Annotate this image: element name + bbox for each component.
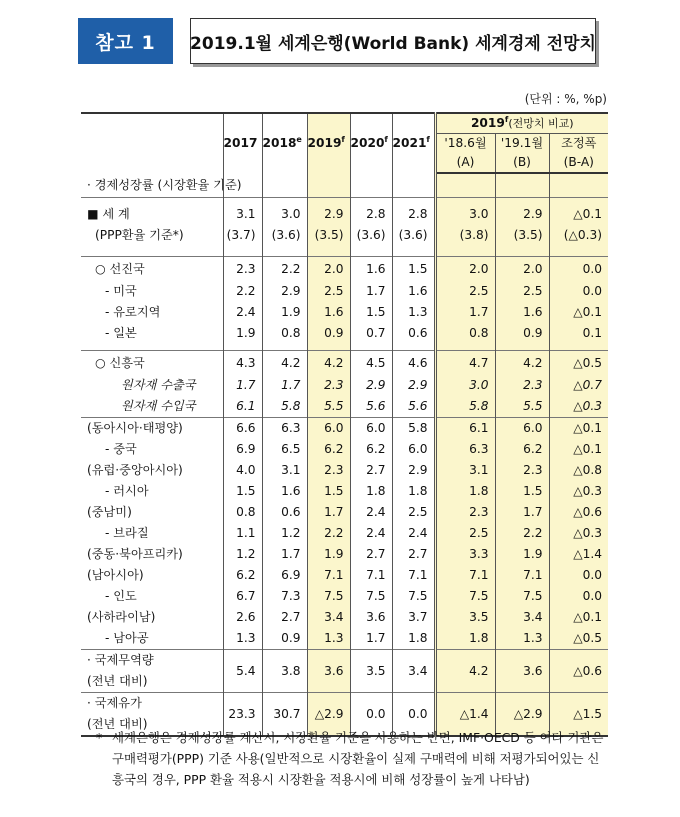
footnote-mark: * (96, 730, 103, 745)
row-value: 4.2 (495, 351, 549, 376)
row-value: 2.8 (350, 204, 392, 225)
row-value: (3.8) (435, 225, 495, 246)
table-row (81, 439, 608, 460)
row-value: 0.0 (350, 693, 392, 737)
row-value: 2.7 (350, 460, 392, 481)
table-row (81, 396, 608, 418)
col-2020: 2020$^f$ (350, 113, 392, 173)
row-value: 2.5 (435, 523, 495, 544)
row-value: (△0.3) (549, 225, 608, 246)
row-value: 5.5 (495, 396, 549, 418)
row-value: 2.3 (223, 257, 262, 282)
row-value: (3.6) (350, 225, 392, 246)
row-value: 2.3 (307, 460, 350, 481)
row-value: 0.8 (435, 323, 495, 344)
row-value: 1.5 (350, 302, 392, 323)
row-value: 2.3 (307, 375, 350, 396)
row-value: 2.2 (495, 523, 549, 544)
table-row (81, 628, 608, 650)
row-value: 7.1 (350, 565, 392, 586)
row-value: 3.8 (262, 650, 307, 693)
table-row (81, 481, 608, 502)
row-value: 3.1 (223, 204, 262, 225)
col-2019: 2019$^f$ (307, 113, 350, 173)
row-value: 6.0 (495, 418, 549, 440)
comparison-group-header: 2019$^f$(전망치 비교) (435, 113, 608, 134)
row-label: ○ 신흥국 (81, 351, 223, 376)
row-value: 4.6 (392, 351, 435, 376)
row-value: 3.4 (495, 607, 549, 628)
row-value: 4.0 (223, 460, 262, 481)
row-value: △0.1 (549, 607, 608, 628)
row-value: 1.2 (223, 544, 262, 565)
row-value: 2.2 (223, 281, 262, 302)
row-value: 1.7 (223, 375, 262, 396)
document-title: 2019.1월 세계은행(World Bank) 세계경제 전망치 (190, 18, 596, 64)
row-value: 6.2 (350, 439, 392, 460)
row-value: 0.0 (549, 565, 608, 586)
row-label: (중동·북아프리카) (87, 547, 183, 561)
row-value: (3.5) (495, 225, 549, 246)
row-value: 0.0 (549, 281, 608, 302)
row-value: 0.0 (392, 693, 435, 737)
row-value: △0.3 (549, 396, 608, 418)
row-value: 0.0 (549, 257, 608, 282)
row-value: 5.8 (262, 396, 307, 418)
forecast-table (81, 112, 608, 737)
row-value: 3.4 (307, 607, 350, 628)
row-label: 원자재 수출국 (121, 378, 196, 392)
row-label: - 미국 (105, 284, 137, 298)
row-value: 2.3 (435, 502, 495, 523)
row-value: 1.7 (262, 544, 307, 565)
row-value: 5.6 (392, 396, 435, 418)
row-value: 30.7 (262, 693, 307, 737)
row-value: 7.1 (307, 565, 350, 586)
row-value: 1.2 (262, 523, 307, 544)
row-value: 3.4 (392, 650, 435, 693)
row-label: (중남미) (87, 505, 132, 519)
row-value: 0.9 (307, 323, 350, 344)
row-value: 2.0 (307, 257, 350, 282)
table-row (81, 281, 608, 302)
row-value: △1.4 (435, 693, 495, 737)
row-value: △0.5 (549, 351, 608, 376)
footnote-text: 세계은행은 경제성장률 계산시, 시장환율 기준을 사용하는 반면, IMF·OECD 등 여타 기관은 구매력평가(PPP) 기준 사용(일반적으로 시장환율이 실제 구매력에 비해 저평가되어있는 신흥국의 경우, PPP 환율 적용시 시장환율 적용시에 비해 성장률이 높게 나타남) (112, 730, 604, 787)
row-value: 4.5 (350, 351, 392, 376)
row-value: 6.5 (262, 439, 307, 460)
row-value: 2.0 (495, 257, 549, 282)
row-value: △0.8 (549, 460, 608, 481)
row-value: (3.6) (262, 225, 307, 246)
row-value: 1.5 (223, 481, 262, 502)
row-label: - 일본 (105, 326, 137, 340)
row-value: 23.3 (223, 693, 262, 737)
row-value: △2.9 (495, 693, 549, 737)
row-value: 6.1 (223, 396, 262, 418)
row-value: 0.8 (223, 502, 262, 523)
row-value: 1.8 (435, 481, 495, 502)
row-value: 5.5 (307, 396, 350, 418)
row-value: 1.7 (262, 375, 307, 396)
row-value: 2.4 (223, 302, 262, 323)
row-value: (3.7) (223, 225, 262, 246)
row-value: 1.3 (223, 628, 262, 650)
row-value: 1.7 (435, 302, 495, 323)
row-value: 6.9 (223, 439, 262, 460)
row-value: 0.8 (262, 323, 307, 344)
reference-badge: 참고 1 (78, 18, 173, 64)
row-value: 2.0 (435, 257, 495, 282)
document-header (78, 18, 596, 64)
row-label: · 국제유가 (81, 693, 223, 715)
row-value: 6.2 (223, 565, 262, 586)
row-value: 5.4 (223, 650, 262, 693)
row-value: 0.6 (392, 323, 435, 344)
table-row (81, 502, 608, 523)
row-label: ■ 세 계 (87, 207, 130, 221)
row-value: 3.5 (435, 607, 495, 628)
row-value: 1.3 (495, 628, 549, 650)
table-row (81, 460, 608, 481)
row-value: 1.8 (350, 481, 392, 502)
row-value: 1.7 (350, 281, 392, 302)
row-value: 1.7 (350, 628, 392, 650)
col-b: '19.1월 (495, 134, 549, 154)
row-value: 1.3 (392, 302, 435, 323)
footnote (96, 727, 608, 790)
section-heading: · 경제성장률 (시장환율 기준) (87, 178, 242, 192)
row-value: 4.2 (435, 650, 495, 693)
row-label: ○ 선진국 (81, 257, 223, 282)
col-2018: 2018e (262, 113, 307, 173)
row-value: 6.3 (262, 418, 307, 440)
row-sublabel: (전년 대비) (87, 674, 148, 688)
row-value: △0.1 (549, 204, 608, 225)
row-value: 6.7 (223, 586, 262, 607)
row-value: △0.6 (549, 650, 608, 693)
row-value: 2.6 (223, 607, 262, 628)
row-value: 1.8 (435, 628, 495, 650)
row-value: 2.8 (392, 204, 435, 225)
row-value: 2.9 (307, 204, 350, 225)
row-value: 2.2 (262, 257, 307, 282)
row-value: 5.8 (435, 396, 495, 418)
table-row (81, 418, 608, 440)
row-value: 2.7 (262, 607, 307, 628)
table-row (81, 225, 608, 246)
row-value: 1.5 (392, 257, 435, 282)
row-value: 3.0 (435, 204, 495, 225)
row-value: 1.9 (262, 302, 307, 323)
row-value: 6.2 (307, 439, 350, 460)
row-value: 6.0 (350, 418, 392, 440)
row-value: 0.6 (262, 502, 307, 523)
row-value: △1.5 (549, 693, 608, 737)
row-value: 5.6 (350, 396, 392, 418)
col-a: '18.6월 (435, 134, 495, 154)
row-label: 원자재 수입국 (121, 399, 196, 413)
row-value: 2.9 (495, 204, 549, 225)
table-row (81, 257, 608, 282)
row-value: 1.8 (392, 481, 435, 502)
row-value: 2.9 (350, 375, 392, 396)
row-value: 0.1 (549, 323, 608, 344)
row-value: 6.0 (307, 418, 350, 440)
row-value: 4.3 (223, 351, 262, 376)
row-value: 6.9 (262, 565, 307, 586)
row-value: 2.5 (307, 281, 350, 302)
row-label: · 국제무역량 (81, 650, 223, 672)
table-row (81, 375, 608, 396)
row-value: △1.4 (549, 544, 608, 565)
row-value: △2.9 (307, 693, 350, 737)
row-value: 2.2 (307, 523, 350, 544)
row-value: 5.8 (392, 418, 435, 440)
row-value: 6.0 (392, 439, 435, 460)
row-label: (남아시아) (87, 568, 144, 582)
row-value: 1.1 (223, 523, 262, 544)
row-value: 7.5 (350, 586, 392, 607)
row-value: (3.5) (307, 225, 350, 246)
row-value: 2.4 (350, 523, 392, 544)
table-row (81, 523, 608, 544)
row-value: (3.6) (392, 225, 435, 246)
row-value: 3.0 (262, 204, 307, 225)
row-value: 1.6 (495, 302, 549, 323)
table-body (81, 173, 608, 736)
table-row (81, 586, 608, 607)
row-label: (동아시아·태평양) (81, 418, 223, 440)
row-label: - 중국 (105, 442, 137, 456)
row-value: 3.3 (435, 544, 495, 565)
table-row (81, 607, 608, 628)
row-value: 7.1 (392, 565, 435, 586)
row-value: 7.5 (392, 586, 435, 607)
row-value: 7.5 (495, 586, 549, 607)
table-header-row-3: (A) (B) (B-A) (81, 153, 608, 173)
row-value: 7.5 (435, 586, 495, 607)
row-value: 1.9 (307, 544, 350, 565)
row-value: 3.1 (435, 460, 495, 481)
row-label: - 유로지역 (105, 305, 161, 319)
row-value: 0.9 (262, 628, 307, 650)
row-value: △0.7 (549, 375, 608, 396)
row-value: 3.6 (350, 607, 392, 628)
row-label: - 남아공 (105, 631, 149, 645)
table-row (81, 323, 608, 344)
table-row (81, 565, 608, 586)
table-header-row-1 (81, 113, 608, 134)
row-value: 1.5 (495, 481, 549, 502)
row-value: △0.3 (549, 523, 608, 544)
row-value: △0.1 (549, 302, 608, 323)
table-row (81, 693, 608, 715)
row-value: 7.1 (495, 565, 549, 586)
row-value: 0.0 (549, 586, 608, 607)
row-value: 4.2 (262, 351, 307, 376)
row-value: 2.4 (392, 523, 435, 544)
unit-label: (단위 : %, %p) (524, 92, 607, 106)
row-value: 3.6 (495, 650, 549, 693)
row-value: 7.3 (262, 586, 307, 607)
row-value: 2.5 (435, 281, 495, 302)
row-value: 2.4 (350, 502, 392, 523)
row-value: 2.5 (392, 502, 435, 523)
row-value: 1.7 (307, 502, 350, 523)
row-value: 3.7 (392, 607, 435, 628)
table-row (81, 544, 608, 565)
table-row (81, 302, 608, 323)
row-value: 0.7 (350, 323, 392, 344)
row-value: 1.8 (392, 628, 435, 650)
row-value: 3.0 (435, 375, 495, 396)
row-value: 3.6 (307, 650, 350, 693)
row-value: △0.1 (549, 418, 608, 440)
col-diff: 조정폭 (549, 134, 608, 154)
row-value: 1.9 (223, 323, 262, 344)
row-value: 1.6 (262, 481, 307, 502)
row-sublabel: (전년 대비) (81, 714, 223, 736)
row-value: 1.6 (350, 257, 392, 282)
row-value: 3.5 (350, 650, 392, 693)
row-value: 4.2 (307, 351, 350, 376)
col-2021: 2021$^f$ (392, 113, 435, 173)
row-value: △0.1 (549, 439, 608, 460)
row-value: 1.7 (495, 502, 549, 523)
row-value: 2.9 (392, 375, 435, 396)
row-value: 1.5 (307, 481, 350, 502)
row-value: △0.6 (549, 502, 608, 523)
row-label: - 브라질 (105, 526, 149, 540)
row-value: △0.3 (549, 481, 608, 502)
row-value: 2.3 (495, 460, 549, 481)
row-label: - 러시아 (105, 484, 149, 498)
row-value: 6.6 (223, 418, 262, 440)
row-value: △0.5 (549, 628, 608, 650)
table-row (81, 351, 608, 376)
row-value: 7.5 (307, 586, 350, 607)
row-value: 2.9 (392, 460, 435, 481)
row-value: 7.1 (435, 565, 495, 586)
row-value: 6.3 (435, 439, 495, 460)
row-value: 2.7 (392, 544, 435, 565)
row-value: 1.3 (307, 628, 350, 650)
row-value: 4.7 (435, 351, 495, 376)
row-value: 3.1 (262, 460, 307, 481)
row-value: 2.3 (495, 375, 549, 396)
row-value: 2.9 (262, 281, 307, 302)
row-value: 6.1 (435, 418, 495, 440)
row-label: - 인도 (105, 589, 137, 603)
row-label: (유럽·중앙아시아) (87, 463, 183, 477)
table-row (81, 650, 608, 672)
row-label: (사하라이남) (87, 610, 156, 624)
row-value: 2.5 (495, 281, 549, 302)
row-value: 6.2 (495, 439, 549, 460)
row-label: (PPP환율 기준*) (95, 228, 184, 242)
col-2017: 2017 (223, 113, 262, 173)
row-value: 2.7 (350, 544, 392, 565)
row-value: 0.9 (495, 323, 549, 344)
table-row (81, 204, 608, 225)
row-value: 1.6 (392, 281, 435, 302)
row-value: 1.9 (495, 544, 549, 565)
row-value: 1.6 (307, 302, 350, 323)
